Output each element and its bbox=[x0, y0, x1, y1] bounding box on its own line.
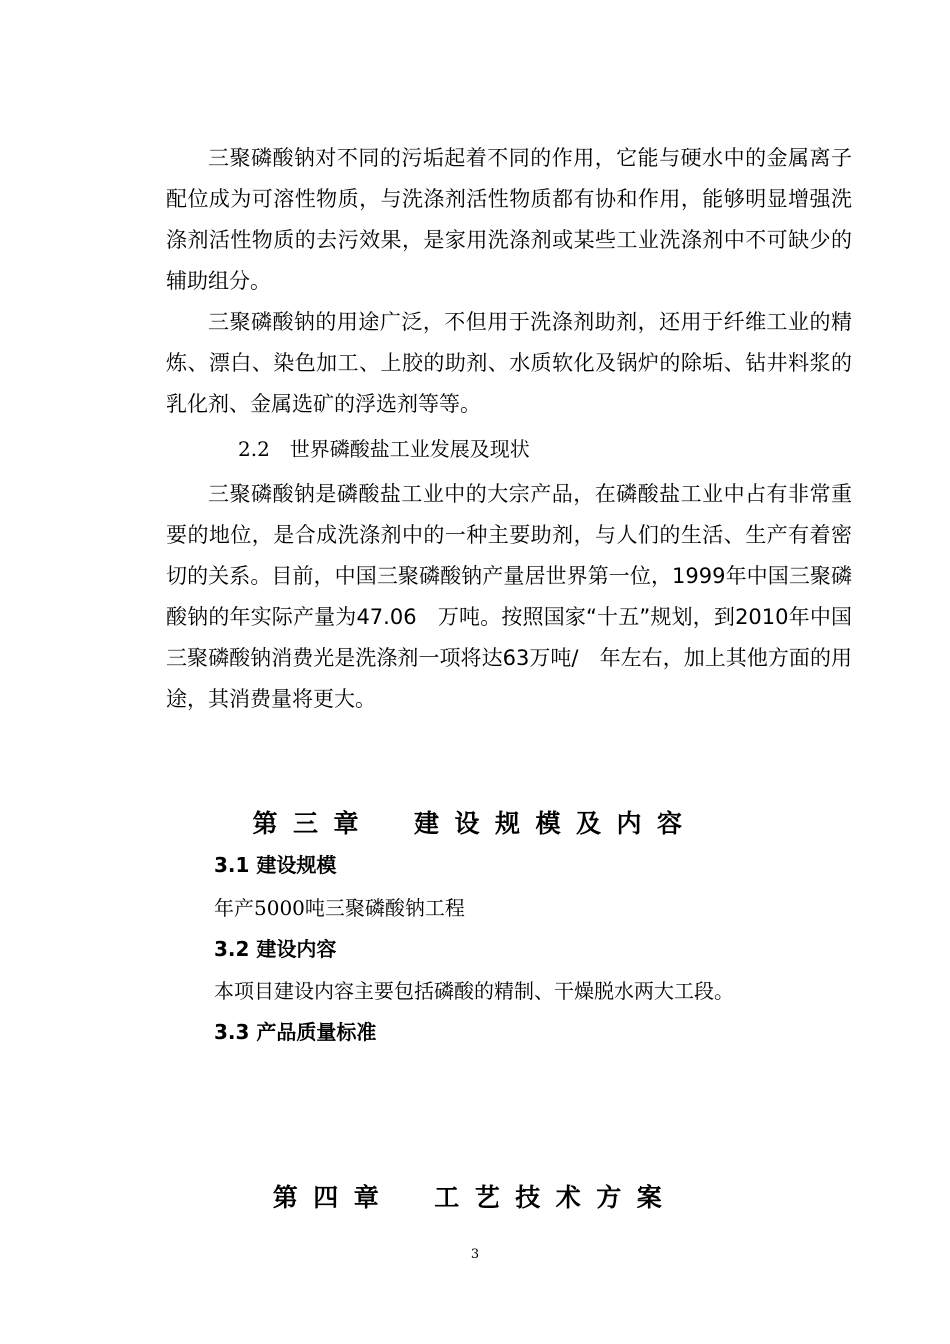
chapter-3-heading bbox=[0, 806, 950, 842]
chapter-4-title: 工艺技术方案 bbox=[434, 1183, 678, 1212]
chapter-4-number: 第四章 bbox=[272, 1183, 395, 1212]
page-number: 3 bbox=[470, 1247, 480, 1262]
chapter-3-number: 第三章 bbox=[252, 809, 374, 838]
chapter-3-title: 建设规模及内容 bbox=[414, 809, 698, 838]
section-heading-3-3: 3.3 产品质量标准 bbox=[214, 1020, 377, 1044]
section-3-1-text: 年产5000吨三聚磷酸钠工程 bbox=[214, 896, 465, 920]
paragraph-industry-status: 三聚磷酸钠是磷酸盐工业中的大宗产品，在磷酸盐工业中占有非常重要的地位，是合成洗涤剂中的一种主要助剂，与人们的生活、生产有着密切的关系。目前，中国三聚磷酸钠产量居世界第一位，1999年中国三聚磷酸钠的年实际产量为47.06 万吨。按照国家“十五”规划，到2010年中国三聚磷酸钠消费光是洗涤剂一项将达63万吨/ 年左右，加上其他方面的用途，其消费量将更大。 bbox=[166, 482, 852, 711]
section-3-2-text: 本项目建设内容主要包括磷酸的精制、干燥脱水两大工段。 bbox=[214, 979, 734, 1003]
paragraph-stpp-function: 三聚磷酸钠对不同的污垢起着不同的作用，它能与硬水中的金属离子配位成为可溶性物质，与洗涤剂活性物质都有协和作用，能够明显增强洗涤剂活性物质的去污效果，是家用洗涤剂或某些工业洗涤剂中不可缺少的辅助组分。 bbox=[166, 146, 852, 293]
section-heading-2-2: 2.2 世界磷酸盐工业发展及现状 bbox=[238, 437, 530, 461]
section-heading-3-1: 3.1 建设规模 bbox=[214, 853, 337, 877]
section-heading-3-2: 3.2 建设内容 bbox=[214, 937, 337, 961]
chapter-4-heading bbox=[0, 1180, 950, 1216]
paragraph-stpp-uses: 三聚磷酸钠的用途广泛，不但用于洗涤剂助剂，还用于纤维工业的精炼、漂白、染色加工、上胶的助剂、水质软化及锅炉的除垢、钻井料浆的乳化剂、金属选矿的浮选剂等等。 bbox=[166, 310, 852, 416]
